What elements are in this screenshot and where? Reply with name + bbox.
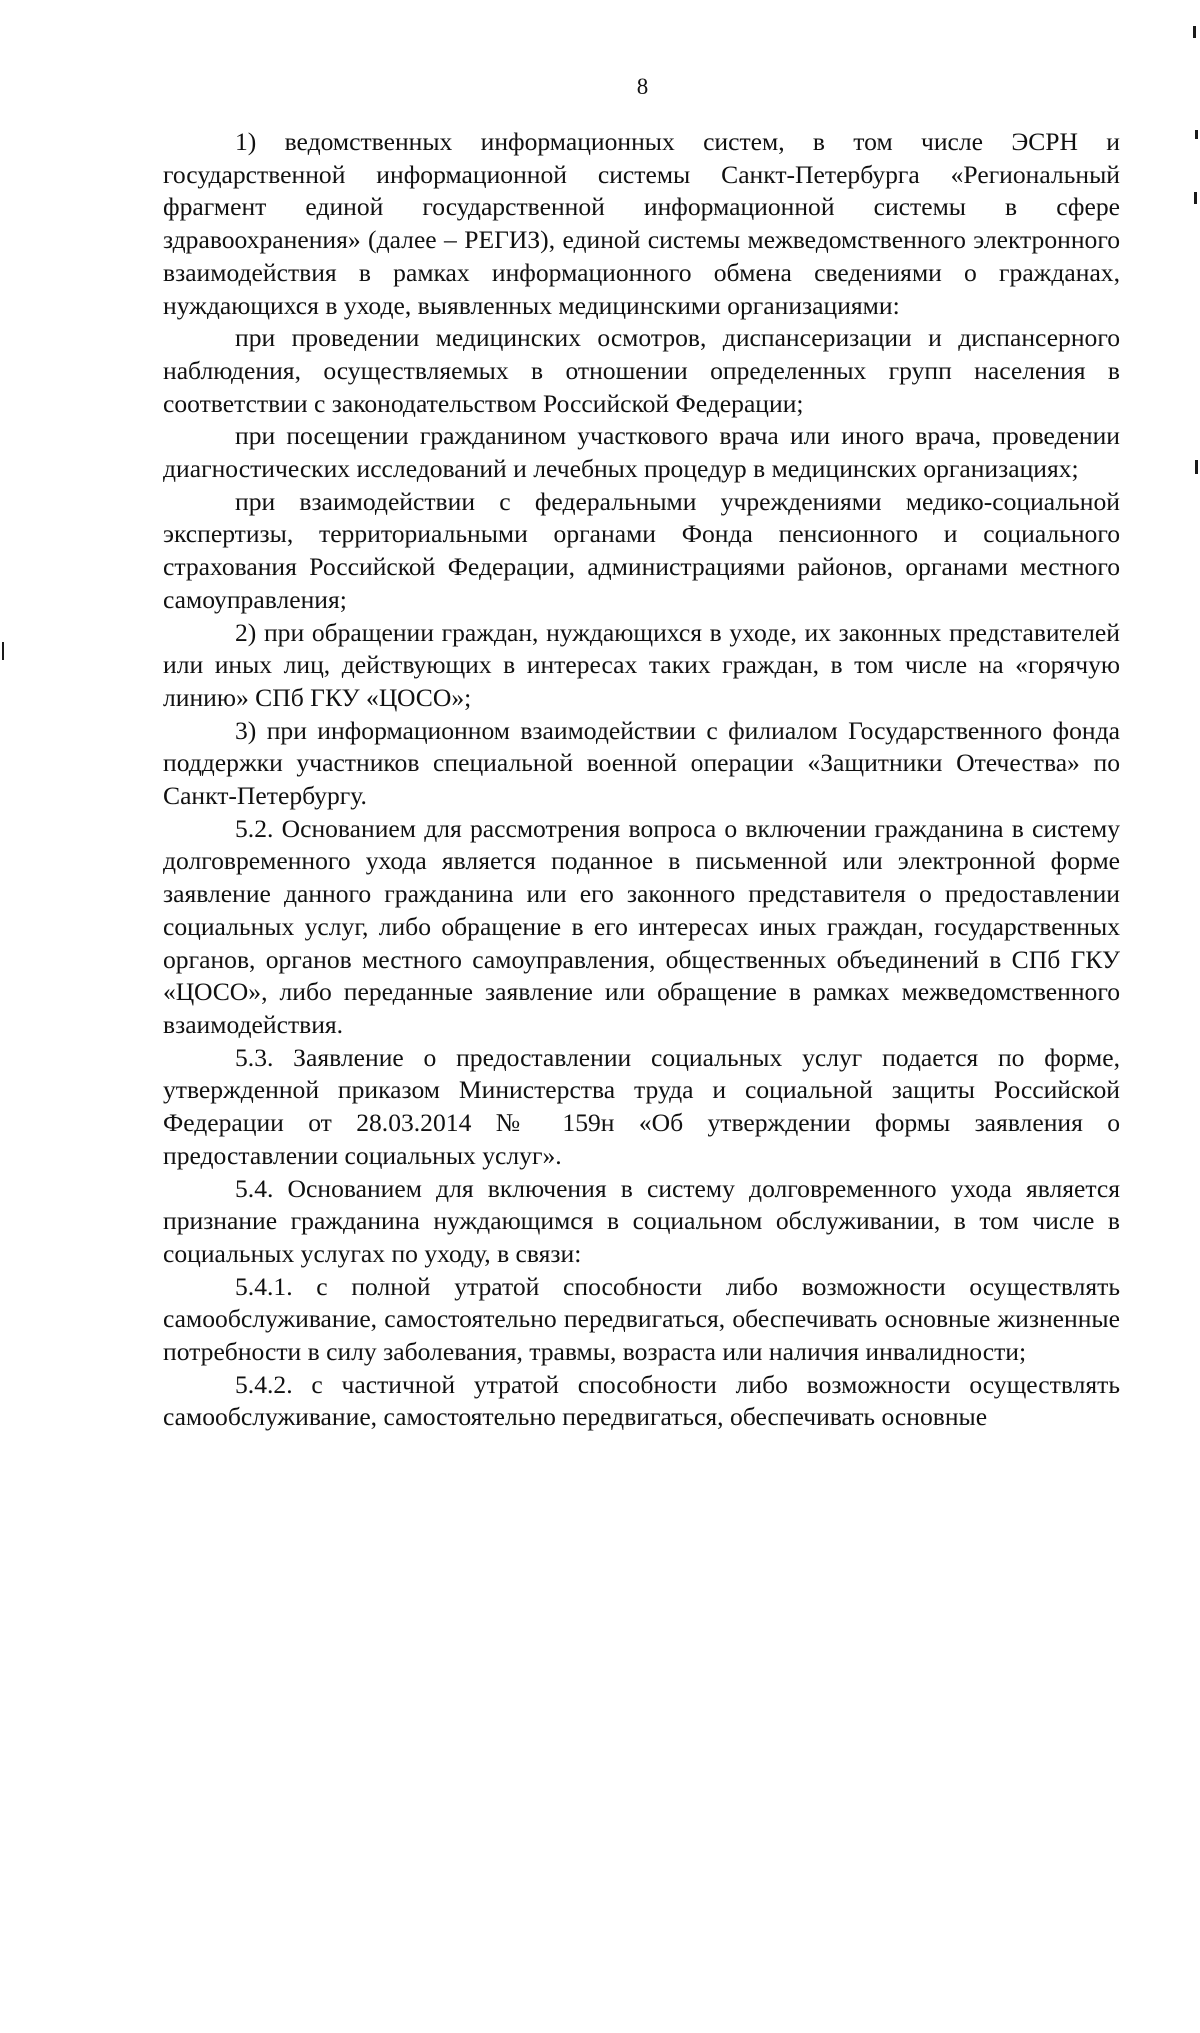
paragraph-doctor-visits: при посещении гражданином участкового врача или иного врача, проведении диагностических исследований и лечебных процедур в медицинских организациях; (163, 421, 1120, 484)
page-number: 8 (636, 74, 650, 99)
paragraph-5-4-2: 5.4.2. с частичной утратой способности либо возможности осуществлять самообслуживание, самостоятельно передвигаться, обеспечивать основные (163, 1369, 1120, 1432)
document-body (163, 126, 1120, 1434)
scan-mark-right-1 (1193, 26, 1196, 38)
paragraph-5-2: 5.2. Основанием для рассмотрения вопроса о включении гражданина в систему долговременного ухода является поданное в письменной или электронной форме заявление данного гражданина или его законного представителя о предоставлении социальных услуг, либо обращение в его интересах иных граждан, государственных органов, органов местного самоуправления, общественных объединений в СПб ГКУ «ЦОСО», либо переданные заявление или обращение в рамках межведомственного взаимодействия. (163, 813, 1120, 1039)
paragraph-5-3: 5.3. Заявление о предоставлении социальных услуг подается по форме, утвержденной приказом Министерства труда и социальной защиты Российской Федерации от 28.03.2014 № 159н «Об утверждении формы заявления о предоставлении социальных услуг». (163, 1042, 1120, 1170)
scan-mark-right-3 (1194, 192, 1197, 204)
scan-mark-right-2 (1195, 130, 1198, 139)
paragraph-5-4-1: 5.4.1. с полной утратой способности либо возможности осуществлять самообслуживание, самостоятельно передвигаться, обеспечивать основные жизненные потребности в силу заболевания, травмы, возраста или наличия инвалидности; (163, 1271, 1120, 1367)
paragraph-item-1-ved-systems: 1) ведомственных информационных систем, в том числе ЭСРН и государственной информационной системы Санкт-Петербурга «Региональный фрагмент единой государственной информационной системы в сфере здравоохранения» (далее – РЕГИЗ), единой системы межведомственного электронного взаимодействия в рамках информационного обмена сведениями о гражданах, нуждающихся в уходе, выявленных медицинскими организациями: (163, 127, 1120, 320)
scan-mark-left-1 (2, 642, 4, 660)
paragraph-item-2-citizen-requests: 2) при обращении граждан, нуждающихся в уходе, их законных представителей или иных лиц, действующих в интересах таких граждан, в том числе на «горячую линию» СПб ГКУ «ЦОСО»; (163, 617, 1120, 712)
paragraph-5-4: 5.4. Основанием для включения в систему долговременного ухода является признание гражданина нуждающимся в социальном обслуживании, в том числе в социальных услугах по уходу, в связи: (163, 1173, 1120, 1268)
paragraph-federal-interaction: при взаимодействии с федеральными учреждениями медико-социальной экспертизы, территориальными органами Фонда пенсионного и социального страхования Российской Федерации, администрациями районов, органами местного самоуправления; (163, 486, 1120, 614)
paragraph-medical-exams: при проведении медицинских осмотров, диспансеризации и диспансерного наблюдения, осуществляемых в отношении определенных групп населения в соответствии с законодательством Российской Федерации; (163, 323, 1120, 418)
paragraph-item-3-fund-interaction: 3) при информационном взаимодействии с филиалом Государственного фонда поддержки участников специальной военной операции «Защитники Отечества» по Санкт-Петербургу. (163, 715, 1120, 811)
scan-mark-right-4 (1195, 460, 1198, 474)
